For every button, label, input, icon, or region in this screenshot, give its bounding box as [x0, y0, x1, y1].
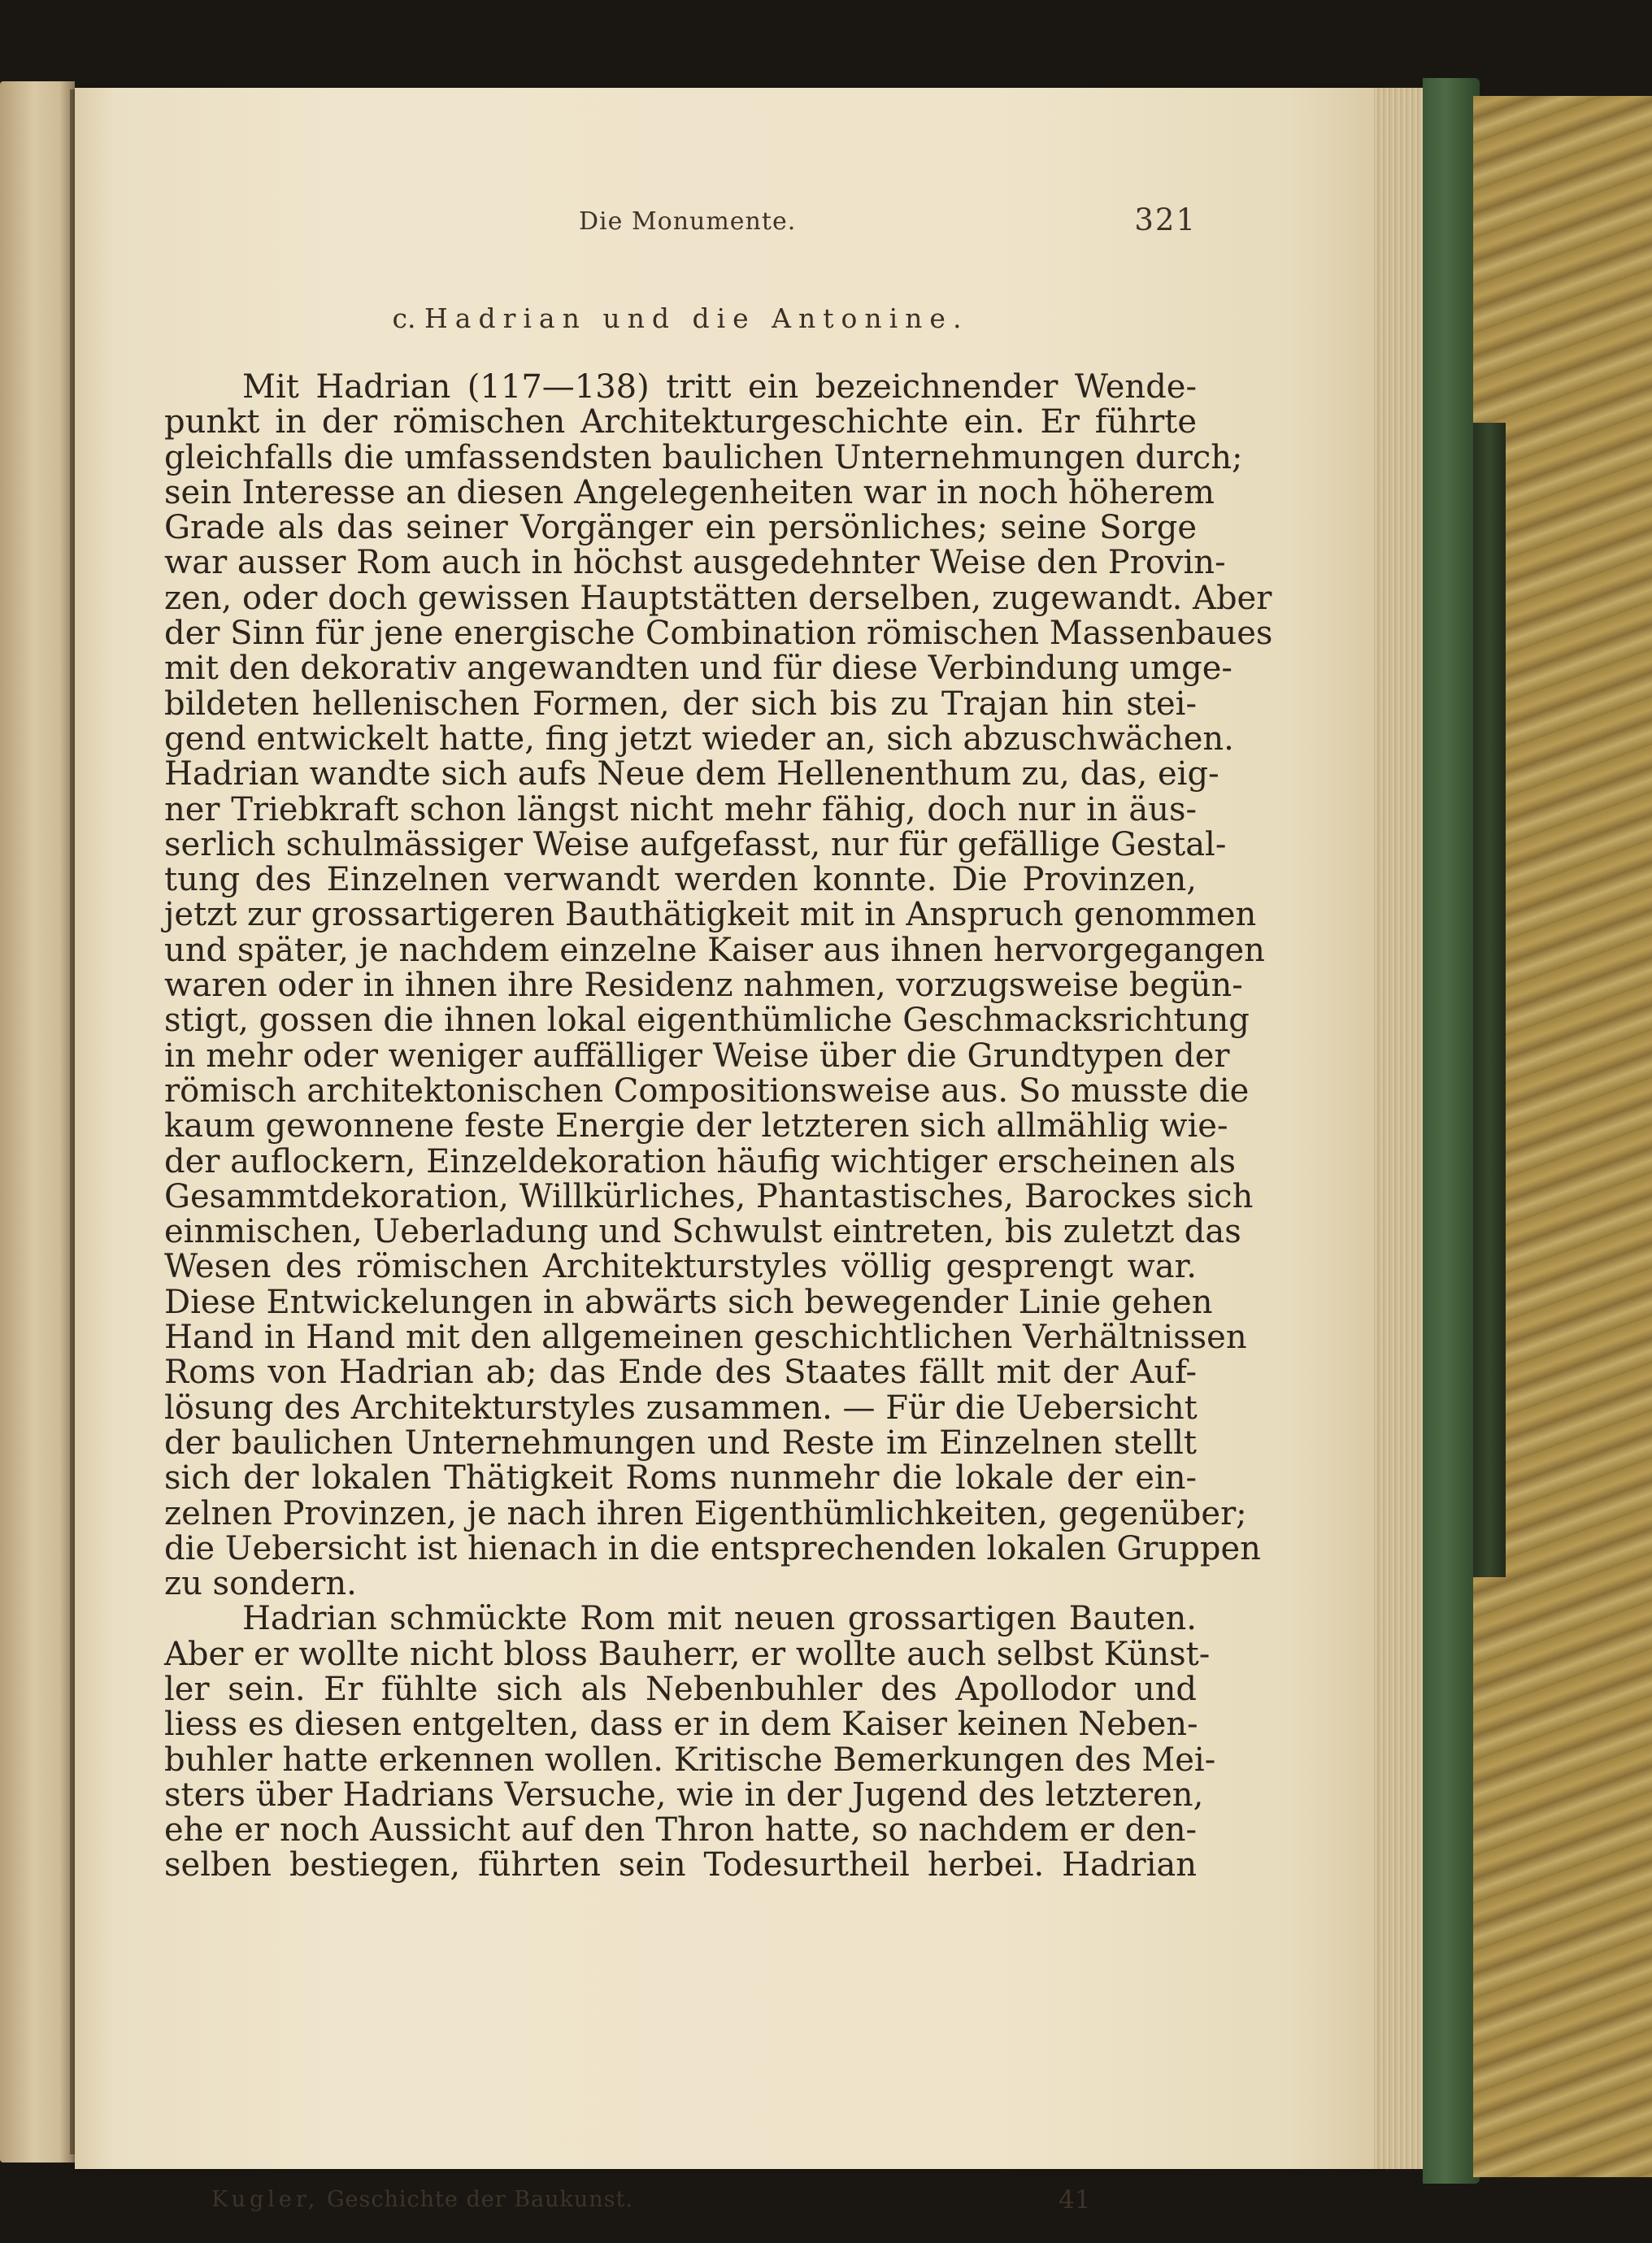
text-line: war ausser Rom auch in höchst ausgedehnter Weise den Provin- [164, 544, 1226, 582]
text-line: der auflockern, Einzeldekoration häufig wichtiger erscheinen als [164, 1142, 1236, 1180]
text-line: der baulichen Unternehmungen und Reste im Einzelnen stellt [164, 1424, 1197, 1462]
text-line: bildeten hellenischen Formen, der sich bis zu Trajan hin stei- [164, 685, 1197, 723]
text-line: zu sondern. [164, 1565, 357, 1603]
text-line: in mehr oder weniger auffälliger Weise über die Grundtypen der [164, 1037, 1230, 1075]
text-line: Aber er wollte nicht bloss Bauherr, er wollte auch selbst Künst- [164, 1635, 1211, 1673]
text-line: ler sein. Er fühlte sich als Nebenbuhler des Apollodor und [164, 1670, 1197, 1708]
book-cover-spine [1423, 78, 1480, 2184]
text-line: einmischen, Ueberladung und Schwulst eintreten, bis zuletzt das [164, 1213, 1241, 1251]
text-line: zelnen Provinzen, je nach ihren Eigenthümlichkeiten, gegenüber; [164, 1494, 1247, 1532]
text-line: waren oder in ihnen ihre Residenz nahmen, vorzugsweise begün- [164, 967, 1243, 1005]
text-line: sters über Hadrians Versuche, wie in der Jugend des letzteren, [164, 1776, 1204, 1814]
body-text [164, 368, 1273, 1884]
text-line: stigt, gossen die ihnen lokal eigenthümliche Geschmacksrichtung [164, 1002, 1250, 1040]
text-line: Wesen des römischen Architekturstyles völlig gesprengt war. [164, 1248, 1197, 1286]
paragraph-2 [164, 1600, 1216, 1884]
text-line: buhler hatte erkennen wollen. Kritische Bemerkungen des Mei- [164, 1741, 1216, 1779]
section-prefix: c. [392, 302, 416, 334]
section-heading [164, 302, 1197, 334]
footer-book-title: Geschichte der Baukunst. [326, 2187, 633, 2212]
running-head [164, 202, 1197, 240]
text-line: zen, oder doch gewissen Hauptstätten derselben, zugewandt. Aber [164, 579, 1272, 617]
text-line: sich der lokalen Thätigkeit Roms nunmehr die lokale der ein- [164, 1459, 1197, 1498]
text-line: gend entwickelt hatte, fing jetzt wieder an, sich abzuschwächen. [164, 719, 1234, 758]
text-line: sein Interesse an diesen Angelegenheiten war in noch höherem [164, 473, 1215, 511]
text-line: ehe er noch Aussicht auf den Thron hatte, so nachdem er den- [164, 1811, 1197, 1850]
text-line: Hand in Hand mit den allgemeinen geschichtlichen Verhältnissen [164, 1319, 1247, 1357]
text-line: und später, je nachdem einzelne Kaiser aus ihnen hervorgegangen [164, 931, 1265, 969]
page-stack-edge [1374, 88, 1423, 2169]
text-line: gleichfalls die umfassendsten baulichen Unternehmungen durch; [164, 438, 1243, 476]
text-line: liess es diesen entgelten, dass er in dem Kaiser keinen Neben- [164, 1706, 1198, 1744]
cover-leather-band [1473, 423, 1506, 1577]
paragraph-1 [164, 368, 1273, 1603]
text-line: ner Triebkraft schon längst nicht mehr fähig, doch nur in äus- [164, 790, 1197, 828]
text-line: tung des Einzelnen verwandt werden konnte. Die Provinzen, [164, 861, 1197, 899]
text-line: selben bestiegen, führten sein Todesurtheil herbei. Hadrian [164, 1846, 1197, 1884]
text-line: jetzt zur grossartigeren Bauthätigkeit mit in Anspruch genommen [164, 896, 1257, 934]
text-line: serlich schulmässiger Weise aufgefasst, nur für gefällige Gestal- [164, 825, 1227, 863]
section-title: Hadrian und die Antonine. [424, 302, 969, 334]
text-line: Gesammtdekoration, Willkürliches, Phantastisches, Barockes sich [164, 1177, 1254, 1215]
text-line: Mit Hadrian (117—138) tritt ein bezeichnender Wende- [242, 368, 1197, 406]
text-line: Roms von Hadrian ab; das Ende des Staates fällt mit der Auf- [164, 1354, 1197, 1392]
page-number: 321 [1134, 202, 1197, 237]
page-footer [164, 2187, 1197, 2216]
footer-citation [211, 2187, 633, 2212]
left-page-edge [0, 81, 75, 2163]
text-line: Diese Entwickelungen in abwärts sich bewegender Linie gehen [164, 1283, 1213, 1321]
text-line: römisch architektonischen Compositionsweise aus. So musste die [164, 1072, 1250, 1110]
text-line: Hadrian schmückte Rom mit neuen grossartigen Bauten. [242, 1600, 1197, 1638]
text-line: Hadrian wandte sich aufs Neue dem Hellenenthum zu, das, eig- [164, 755, 1219, 793]
text-line: die Uebersicht ist hienach in die entsprechenden lokalen Gruppen [164, 1529, 1261, 1567]
text-line: lösung des Architekturstyles zusammen. — Für die Uebersicht [164, 1389, 1198, 1427]
running-title: Die Monumente. [579, 207, 797, 236]
text-line: kaum gewonnene feste Energie der letzteren sich allmählig wie- [164, 1107, 1228, 1145]
text-line: punkt in der römischen Architekturgeschichte ein. Er führte [164, 403, 1197, 441]
text-line: Grade als das seiner Vorgänger ein persönliches; seine Sorge [164, 509, 1197, 547]
printer-signature: 41 [1059, 2185, 1091, 2215]
text-line: mit den dekorativ angewandten und für diese Verbindung umge- [164, 650, 1232, 688]
footer-author: Kugler, [211, 2187, 320, 2212]
text-line: der Sinn für jene energische Combination römischen Massenbaues [164, 615, 1273, 653]
